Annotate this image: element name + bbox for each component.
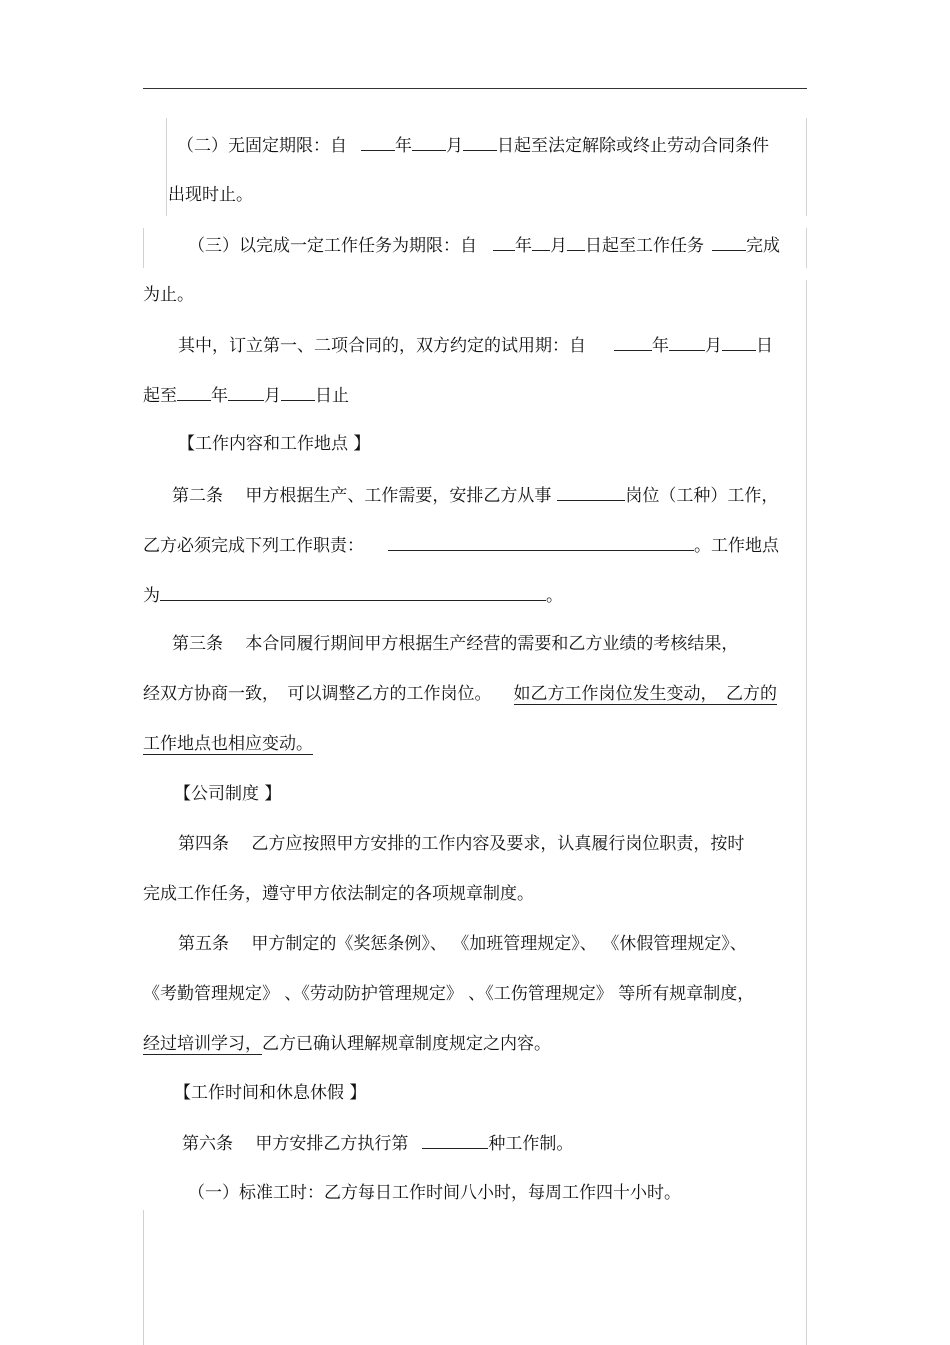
text: 完成 — [746, 236, 780, 256]
text: （二）无固定期限：自 — [177, 136, 347, 156]
text: 为 — [143, 586, 160, 606]
blank-year — [361, 132, 395, 151]
article-5-line2: 《考勤管理规定》 、《劳动防护管理规定》 、《工伤管理规定》 等所有规章制度， — [143, 984, 755, 1004]
blank-day — [722, 332, 756, 351]
article-2-line1 — [172, 482, 778, 506]
text: 年 — [395, 136, 412, 156]
scan-border-left-2 — [143, 228, 144, 268]
text: 。 — [546, 586, 563, 606]
text: （三）以完成一定工作任务为期限：自 — [188, 236, 477, 256]
scan-border-left-3 — [143, 1210, 144, 1345]
text: 日止 — [315, 386, 349, 406]
blank-location — [160, 582, 546, 601]
text: 月 — [446, 136, 463, 156]
article-2-line3 — [143, 582, 563, 606]
para-task-line2: 为止。 — [143, 285, 194, 305]
text: 月 — [550, 236, 567, 256]
article-3-line2 — [143, 682, 777, 706]
para-task-line1 — [188, 232, 780, 256]
standard-hours-line: （一）标准工时：乙方每日工作时间八小时，每周工作四十小时。 — [188, 1183, 681, 1203]
blank-day — [281, 382, 315, 401]
para-fixed-none-line2: 出现时止。 — [168, 185, 253, 205]
para-probation-line2 — [143, 382, 349, 406]
article-4-line2: 完成工作任务，遵守甲方依法制定的各项规章制度。 — [143, 884, 534, 904]
article-2-line2 — [143, 532, 779, 556]
article-6-line1 — [182, 1130, 573, 1154]
text: 起至 — [143, 386, 177, 406]
scan-border-right-1 — [806, 118, 807, 216]
blank-month — [228, 382, 264, 401]
article-3-line1: 第三条 本合同履行期间甲方根据生产经营的需要和乙方业绩的考核结果， — [172, 634, 739, 654]
text: 年 — [211, 386, 228, 406]
blank-day — [567, 232, 585, 251]
blank-year — [614, 332, 652, 351]
text: 年 — [515, 236, 532, 256]
blank-post — [557, 482, 625, 501]
para-fixed-none-line1 — [177, 132, 769, 156]
text: 日起至法定解除或终止劳动合同条件 — [497, 136, 769, 156]
text: 经双方协商一致， 可以调整乙方的工作岗位。 — [143, 684, 492, 704]
text: 岗位（工种）工作， — [625, 486, 779, 506]
scan-border-right-3 — [806, 280, 807, 1210]
text: 月 — [264, 386, 281, 406]
text: 日起至工作任务 — [585, 236, 704, 256]
text: 。工作地点 — [694, 536, 779, 556]
underlined-text: 经过培训学习， — [143, 1034, 262, 1054]
underlined-text: 工作地点也相应变动。 — [143, 734, 313, 754]
underlined-text: 如乙方工作岗位发生变动， 乙方的 — [513, 684, 777, 704]
scan-border-right-2 — [806, 228, 807, 268]
text: 第二条 甲方根据生产、工作需要，安排乙方从事 — [172, 486, 552, 506]
para-probation-line1 — [178, 332, 773, 356]
text: 其中，订立第一、二项合同的，双方约定的试用期：自 — [178, 336, 586, 356]
text: 日 — [756, 336, 773, 356]
text: 乙方已确认理解规章制度规定之内容。 — [262, 1034, 551, 1054]
text: 月 — [705, 336, 722, 356]
blank-duties — [388, 532, 694, 551]
article-4-line1: 第四条 乙方应按照甲方安排的工作内容及要求，认真履行岗位职责，按时 — [178, 834, 745, 854]
blank-month — [412, 132, 446, 151]
scan-border-left-1 — [166, 118, 167, 216]
blank-year — [177, 382, 211, 401]
article-5-line1: 第五条 甲方制定的《奖惩条例》、 《加班管理规定》、 《休假管理规定》、 — [178, 934, 747, 954]
text: 年 — [652, 336, 669, 356]
text: 乙方必须完成下列工作职责： — [143, 536, 364, 556]
header-rule — [143, 88, 807, 89]
blank-month — [532, 232, 550, 251]
article-5-line3 — [143, 1032, 551, 1056]
text: 种工作制。 — [488, 1134, 574, 1154]
blank-schedule-type — [422, 1130, 488, 1149]
blank-day — [463, 132, 497, 151]
section-heading-work: 【工作内容和工作地点 】 — [178, 434, 371, 454]
text: 第六条 甲方安排乙方执行第 — [182, 1134, 409, 1154]
blank-month — [669, 332, 705, 351]
section-heading-company: 【公司制度 】 — [174, 784, 282, 804]
article-3-line3 — [143, 732, 313, 756]
blank-task — [712, 232, 746, 251]
scan-border-right-4 — [806, 1210, 807, 1345]
section-heading-time: 【工作时间和休息休假 】 — [174, 1083, 367, 1103]
blank-year — [493, 232, 515, 251]
